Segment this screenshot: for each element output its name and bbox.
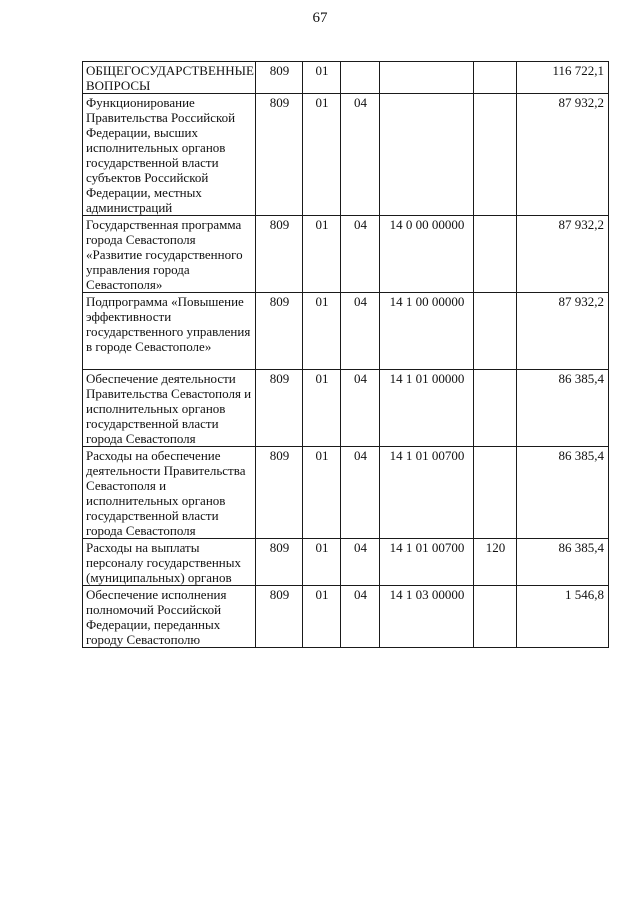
amount-value: 87 932,2	[517, 216, 609, 293]
row-name: Обеспечение исполнения полномочий Российской Федерации, переданных городу Севастополю	[83, 586, 256, 648]
expense-type-code	[474, 94, 517, 216]
subsection-code: 04	[341, 216, 380, 293]
amount-value: 86 385,4	[517, 370, 609, 447]
ministry-code: 809	[256, 216, 303, 293]
expense-type-code	[474, 62, 517, 94]
table-row	[83, 216, 609, 293]
subsection-code	[341, 62, 380, 94]
row-name: ОБЩЕГОСУДАРСТВЕННЫЕ ВОПРОСЫ	[83, 62, 256, 94]
amount-value: 87 932,2	[517, 94, 609, 216]
ministry-code: 809	[256, 539, 303, 586]
target-article-code: 14 1 00 00000	[380, 293, 474, 370]
table-row	[83, 293, 609, 370]
ministry-code: 809	[256, 293, 303, 370]
table-row	[83, 586, 609, 648]
target-article-code: 14 1 03 00000	[380, 586, 474, 648]
table-row	[83, 447, 609, 539]
section-code: 01	[303, 539, 341, 586]
table-row	[83, 539, 609, 586]
subsection-code: 04	[341, 539, 380, 586]
section-code: 01	[303, 216, 341, 293]
section-code: 01	[303, 370, 341, 447]
expense-type-code	[474, 216, 517, 293]
expense-type-code	[474, 586, 517, 648]
ministry-code: 809	[256, 62, 303, 94]
row-name: Расходы на обеспечение деятельности Правительства Севастополя и исполнительных органов государственной власти города Севастополя	[83, 447, 256, 539]
amount-value: 86 385,4	[517, 447, 609, 539]
table-row	[83, 370, 609, 447]
subsection-code: 04	[341, 94, 380, 216]
section-code: 01	[303, 62, 341, 94]
section-code: 01	[303, 293, 341, 370]
ministry-code: 809	[256, 370, 303, 447]
ministry-code: 809	[256, 94, 303, 216]
target-article-code: 14 0 00 00000	[380, 216, 474, 293]
amount-value: 87 932,2	[517, 293, 609, 370]
target-article-code	[380, 62, 474, 94]
table-row	[83, 94, 609, 216]
target-article-code: 14 1 01 00700	[380, 447, 474, 539]
expense-type-code	[474, 293, 517, 370]
target-article-code: 14 1 01 00000	[380, 370, 474, 447]
amount-value: 116 722,1	[517, 62, 609, 94]
subsection-code: 04	[341, 586, 380, 648]
expense-type-code	[474, 370, 517, 447]
subsection-code: 04	[341, 293, 380, 370]
target-article-code: 14 1 01 00700	[380, 539, 474, 586]
row-name: Функционирование Правительства Российской Федерации, высших исполнительных органов государственной власти субъектов Российской Федерации, местных администраций	[83, 94, 256, 216]
amount-value: 1 546,8	[517, 586, 609, 648]
row-name: Подпрограмма «Повышение эффективности государственного управления в городе Севастополе»	[83, 293, 256, 370]
ministry-code: 809	[256, 586, 303, 648]
ministry-code: 809	[256, 447, 303, 539]
expense-type-code: 120	[474, 539, 517, 586]
section-code: 01	[303, 94, 341, 216]
row-name: Расходы на выплаты персоналу государственных (муниципальных) органов	[83, 539, 256, 586]
page-number: 67	[312, 10, 328, 26]
budget-table	[82, 61, 609, 648]
subsection-code: 04	[341, 447, 380, 539]
expense-type-code	[474, 447, 517, 539]
row-name: Государственная программа города Севастополя «Развитие государственного управления города Севастополя»	[83, 216, 256, 293]
subsection-code: 04	[341, 370, 380, 447]
row-name: Обеспечение деятельности Правительства Севастополя и исполнительных органов государственной власти города Севастополя	[83, 370, 256, 447]
amount-value: 86 385,4	[517, 539, 609, 586]
section-code: 01	[303, 447, 341, 539]
target-article-code	[380, 94, 474, 216]
section-code: 01	[303, 586, 341, 648]
table-row	[83, 62, 609, 94]
